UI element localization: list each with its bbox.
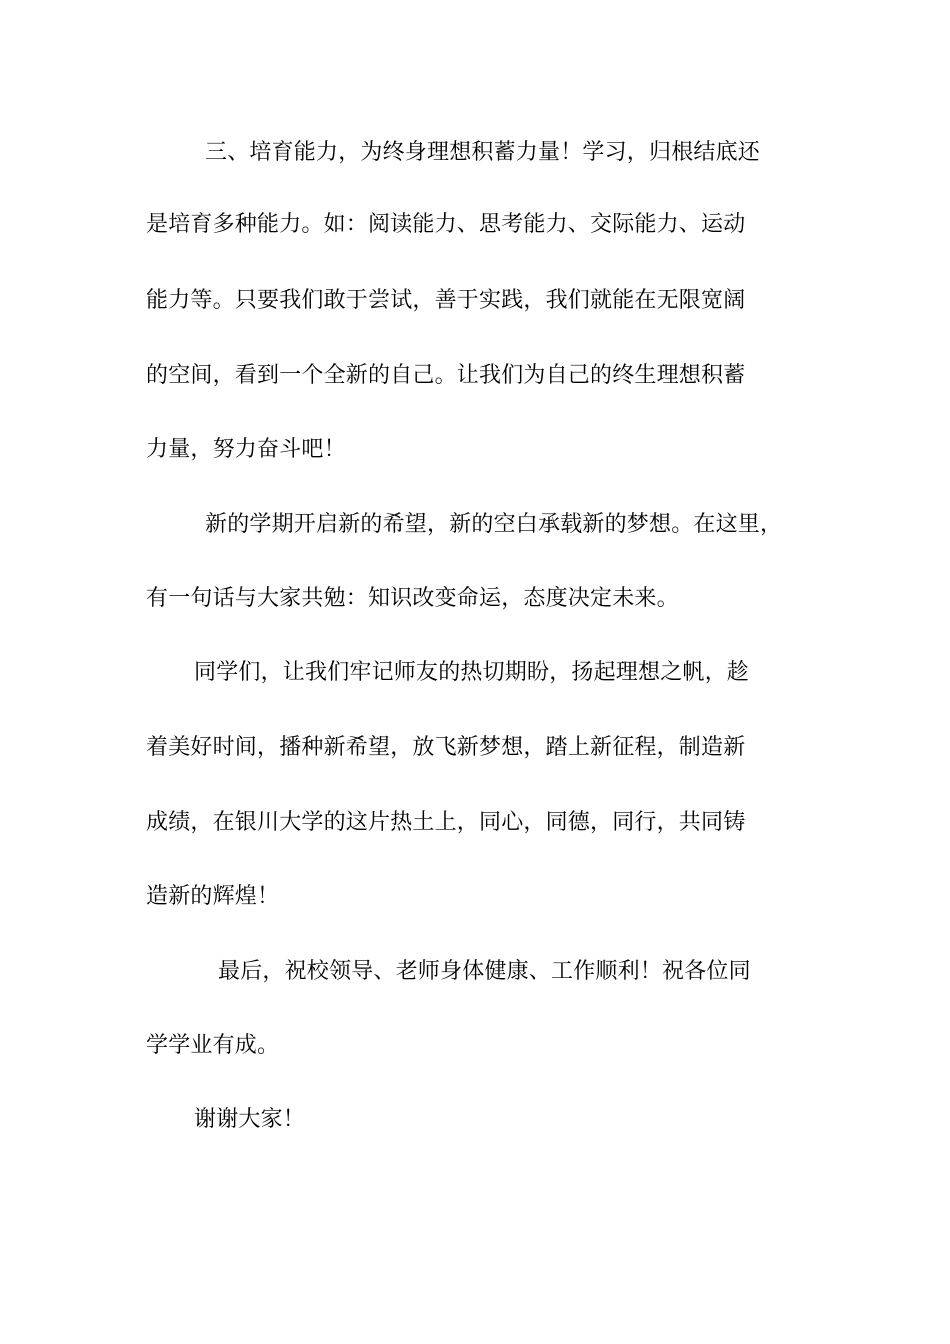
text-line: 同学们，让我们牢记师友的热切期盼，扬起理想之帆，趁 bbox=[194, 660, 750, 685]
text-line: 有一句话与大家共勉：知识改变命运，态度决定未来。 bbox=[146, 586, 679, 611]
text-line: 造新的辉煌！ bbox=[146, 884, 280, 909]
text-line: 最后，祝校领导、老师身体健康、工作顺利！祝各位同 bbox=[218, 959, 751, 984]
text-line: 学学业有成。 bbox=[146, 1033, 280, 1058]
text-line: 的空间，看到一个全新的自己。让我们为自己的终生理想积蓄 bbox=[146, 363, 746, 388]
text-line: 成绩，在银川大学的这片热土上，同心，同德，同行，共同铸 bbox=[146, 810, 746, 835]
text-line: 力量，努力奋斗吧！ bbox=[146, 437, 346, 462]
text-line: 是培育多种能力。如：阅读能力、思考能力、交际能力、运动 bbox=[146, 212, 746, 237]
text-line: 谢谢大家！ bbox=[194, 1107, 306, 1132]
text-line: 能力等。只要我们敢于尝试，善于实践，我们就能在无限宽阔 bbox=[146, 288, 746, 313]
text-line: 新的学期开启新的希望，新的空白承载新的梦想。在这里， bbox=[205, 512, 783, 537]
text-line: 着美好时间，播种新希望，放飞新梦想，踏上新征程，制造新 bbox=[146, 735, 746, 760]
text-line: 三、培育能力，为终身理想积蓄力量！学习，归根结底还 bbox=[205, 140, 761, 165]
